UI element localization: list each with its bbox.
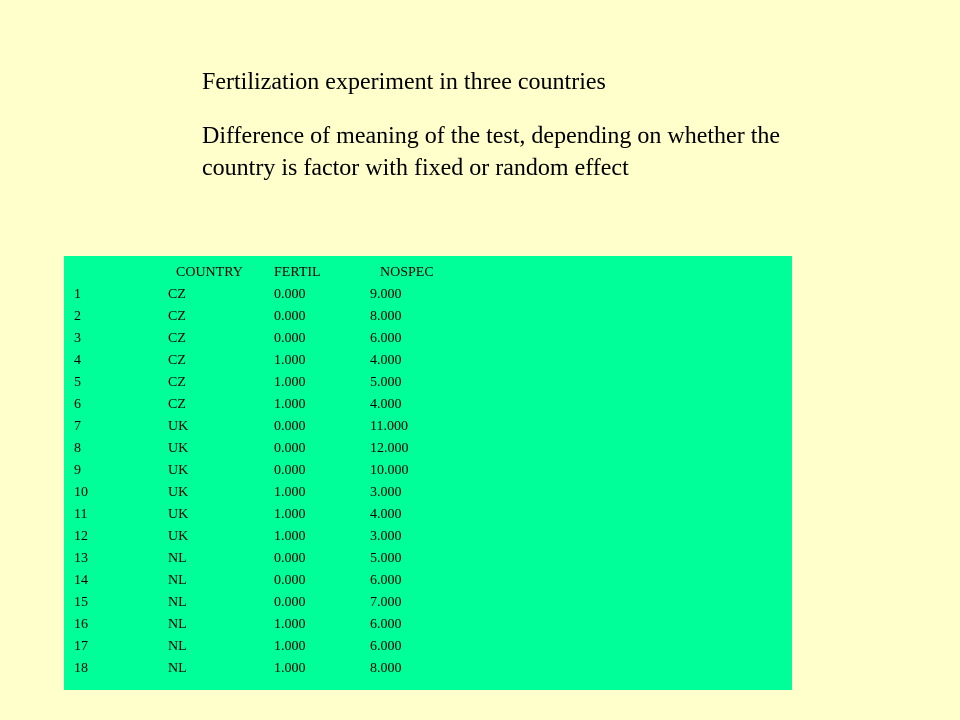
table-row [74,394,470,416]
cell-row-id: 10 [74,485,88,500]
cell-row-id: 9 [74,463,81,478]
cell-fertil: 0.000 [274,463,306,478]
table-row [74,658,470,680]
cell-country: CZ [168,309,186,324]
table-row [74,482,470,504]
cell-fertil: 0.000 [274,287,306,302]
slide-title: Fertilization experiment in three countries [202,69,606,95]
table-row [74,614,470,636]
table-row [74,328,470,350]
data-table [74,262,470,680]
table-row [74,284,470,306]
cell-nospec: 4.000 [370,353,402,368]
cell-country: NL [168,617,187,632]
cell-fertil: 0.000 [274,441,306,456]
cell-country: CZ [168,375,186,390]
cell-nospec: 3.000 [370,529,402,544]
header-row-id [74,262,168,284]
cell-row-id: 15 [74,595,88,610]
cell-fertil: 0.000 [274,595,306,610]
cell-nospec: 6.000 [370,617,402,632]
slide-text [202,66,842,184]
table-header-row [74,262,470,284]
header-country: COUNTRY [176,265,243,280]
cell-row-id: 16 [74,617,88,632]
cell-fertil: 0.000 [274,331,306,346]
cell-nospec: 6.000 [370,331,402,346]
table-row [74,636,470,658]
slide-subtitle: Difference of meaning of the test, depending on whether the country is factor with fixed or random effect [202,123,781,181]
cell-fertil: 1.000 [274,397,306,412]
table-row [74,438,470,460]
table-row [74,592,470,614]
table-row [74,306,470,328]
cell-row-id: 6 [74,397,81,412]
cell-row-id: 18 [74,661,88,676]
cell-country: CZ [168,397,186,412]
table-row [74,504,470,526]
cell-country: NL [168,639,187,654]
cell-row-id: 8 [74,441,81,456]
cell-country: UK [168,507,189,522]
cell-country: UK [168,485,189,500]
data-panel [64,256,792,690]
header-fertil: FERTIL [274,265,321,280]
cell-nospec: 5.000 [370,551,402,566]
cell-fertil: 0.000 [274,419,306,434]
cell-row-id: 4 [74,353,81,368]
cell-fertil: 1.000 [274,485,306,500]
cell-fertil: 1.000 [274,507,306,522]
cell-row-id: 7 [74,419,81,434]
cell-nospec: 4.000 [370,507,402,522]
cell-nospec: 5.000 [370,375,402,390]
cell-row-id: 12 [74,529,88,544]
cell-country: UK [168,463,189,478]
cell-country: UK [168,419,189,434]
cell-nospec: 3.000 [370,485,402,500]
cell-nospec: 6.000 [370,639,402,654]
cell-fertil: 1.000 [274,375,306,390]
table-row [74,460,470,482]
table-row [74,350,470,372]
cell-nospec: 11.000 [370,419,408,434]
table-row [74,526,470,548]
cell-nospec: 6.000 [370,573,402,588]
cell-row-id: 2 [74,309,81,324]
cell-nospec: 4.000 [370,397,402,412]
cell-row-id: 1 [74,287,81,302]
cell-row-id: 3 [74,331,81,346]
cell-fertil: 1.000 [274,529,306,544]
cell-country: NL [168,551,187,566]
cell-row-id: 14 [74,573,88,588]
cell-country: UK [168,441,189,456]
cell-fertil: 1.000 [274,353,306,368]
table-row [74,570,470,592]
cell-country: NL [168,661,187,676]
cell-nospec: 9.000 [370,287,402,302]
cell-row-id: 11 [74,507,88,522]
cell-fertil: 1.000 [274,639,306,654]
cell-fertil: 1.000 [274,617,306,632]
cell-country: CZ [168,353,186,368]
header-nospec: NOSPEC [380,265,434,280]
cell-fertil: 0.000 [274,551,306,566]
cell-fertil: 0.000 [274,573,306,588]
cell-country: CZ [168,331,186,346]
cell-fertil: 1.000 [274,661,306,676]
table-row [74,548,470,570]
table-row [74,416,470,438]
cell-country: NL [168,573,187,588]
cell-country: UK [168,529,189,544]
cell-row-id: 17 [74,639,88,654]
cell-row-id: 13 [74,551,88,566]
cell-country: NL [168,595,187,610]
cell-country: CZ [168,287,186,302]
table-row [74,372,470,394]
cell-nospec: 12.000 [370,441,409,456]
cell-nospec: 8.000 [370,309,402,324]
cell-row-id: 5 [74,375,81,390]
cell-nospec: 8.000 [370,661,402,676]
cell-nospec: 10.000 [370,463,409,478]
table-body [74,284,470,680]
cell-fertil: 0.000 [274,309,306,324]
cell-nospec: 7.000 [370,595,402,610]
